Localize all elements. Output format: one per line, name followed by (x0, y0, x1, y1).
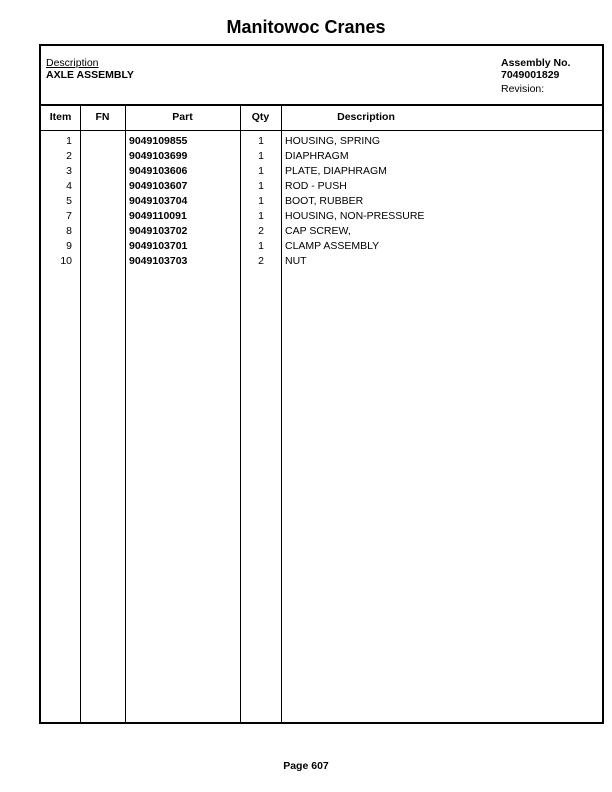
description-cell: NUT (285, 255, 307, 267)
column-header-qty: Qty (251, 111, 270, 123)
part-number-cell: 9049109855 (129, 135, 188, 147)
table-row (41, 165, 602, 180)
table-row (41, 180, 602, 195)
page-title: Manitowoc Cranes (226, 17, 386, 37)
item-cell: 8 (66, 225, 72, 237)
quantity-cell: 1 (258, 195, 264, 207)
quantity-cell: 1 (258, 210, 264, 222)
description-cell: CAP SCREW, (285, 225, 351, 237)
item-cell: 7 (66, 210, 72, 222)
description-value: AXLE ASSEMBLY (46, 69, 134, 81)
table-row (41, 150, 602, 165)
assembly-number-label: Assembly No. (501, 57, 571, 69)
revision-label: Revision: (501, 83, 545, 95)
part-number-cell: 9049103606 (129, 165, 188, 177)
part-number-cell: 9049103702 (129, 225, 188, 237)
page-number: Page 607 (283, 760, 329, 772)
assembly-number-value: 7049001829 (501, 69, 560, 81)
table-row (41, 210, 602, 225)
table-row (41, 225, 602, 240)
description-cell: HOUSING, NON-PRESSURE (285, 210, 425, 222)
description-cell: DIAPHRAGM (285, 150, 349, 162)
quantity-cell: 1 (258, 240, 264, 252)
description-label: Description (46, 57, 99, 69)
part-number-cell: 9049103607 (129, 180, 188, 192)
column-header-description: Description (337, 111, 395, 123)
parts-table-body (41, 135, 602, 270)
description-cell: PLATE, DIAPHRAGM (285, 165, 387, 177)
part-number-cell: 9049110091 (129, 210, 187, 222)
quantity-cell: 1 (258, 135, 264, 147)
quantity-cell: 1 (258, 150, 264, 162)
quantity-cell: 2 (258, 225, 264, 237)
description-cell: HOUSING, SPRING (285, 135, 381, 147)
part-number-cell: 9049103699 (129, 150, 188, 162)
description-cell: CLAMP ASSEMBLY (285, 240, 380, 252)
column-header-fn: FN (95, 111, 110, 123)
part-number-cell: 9049103701 (129, 240, 188, 252)
quantity-cell: 2 (258, 255, 264, 267)
item-cell: 5 (66, 195, 72, 207)
table-row (41, 240, 602, 255)
quantity-cell: 1 (258, 180, 264, 192)
quantity-cell: 1 (258, 165, 264, 177)
item-cell: 10 (60, 255, 72, 267)
item-cell: 4 (66, 180, 72, 192)
description-cell: ROD - PUSH (285, 180, 347, 192)
parts-list-frame (39, 44, 604, 724)
column-header-item: Item (49, 111, 72, 123)
table-row (41, 255, 602, 270)
part-number-cell: 9049103703 (129, 255, 188, 267)
part-number-cell: 9049103704 (129, 195, 188, 207)
description-cell: BOOT, RUBBER (285, 195, 364, 207)
item-cell: 9 (66, 240, 72, 252)
table-row (41, 195, 602, 210)
column-header-part: Part (172, 111, 193, 123)
table-row (41, 135, 602, 150)
item-cell: 2 (66, 150, 72, 162)
item-cell: 3 (66, 165, 72, 177)
item-cell: 1 (66, 135, 72, 147)
